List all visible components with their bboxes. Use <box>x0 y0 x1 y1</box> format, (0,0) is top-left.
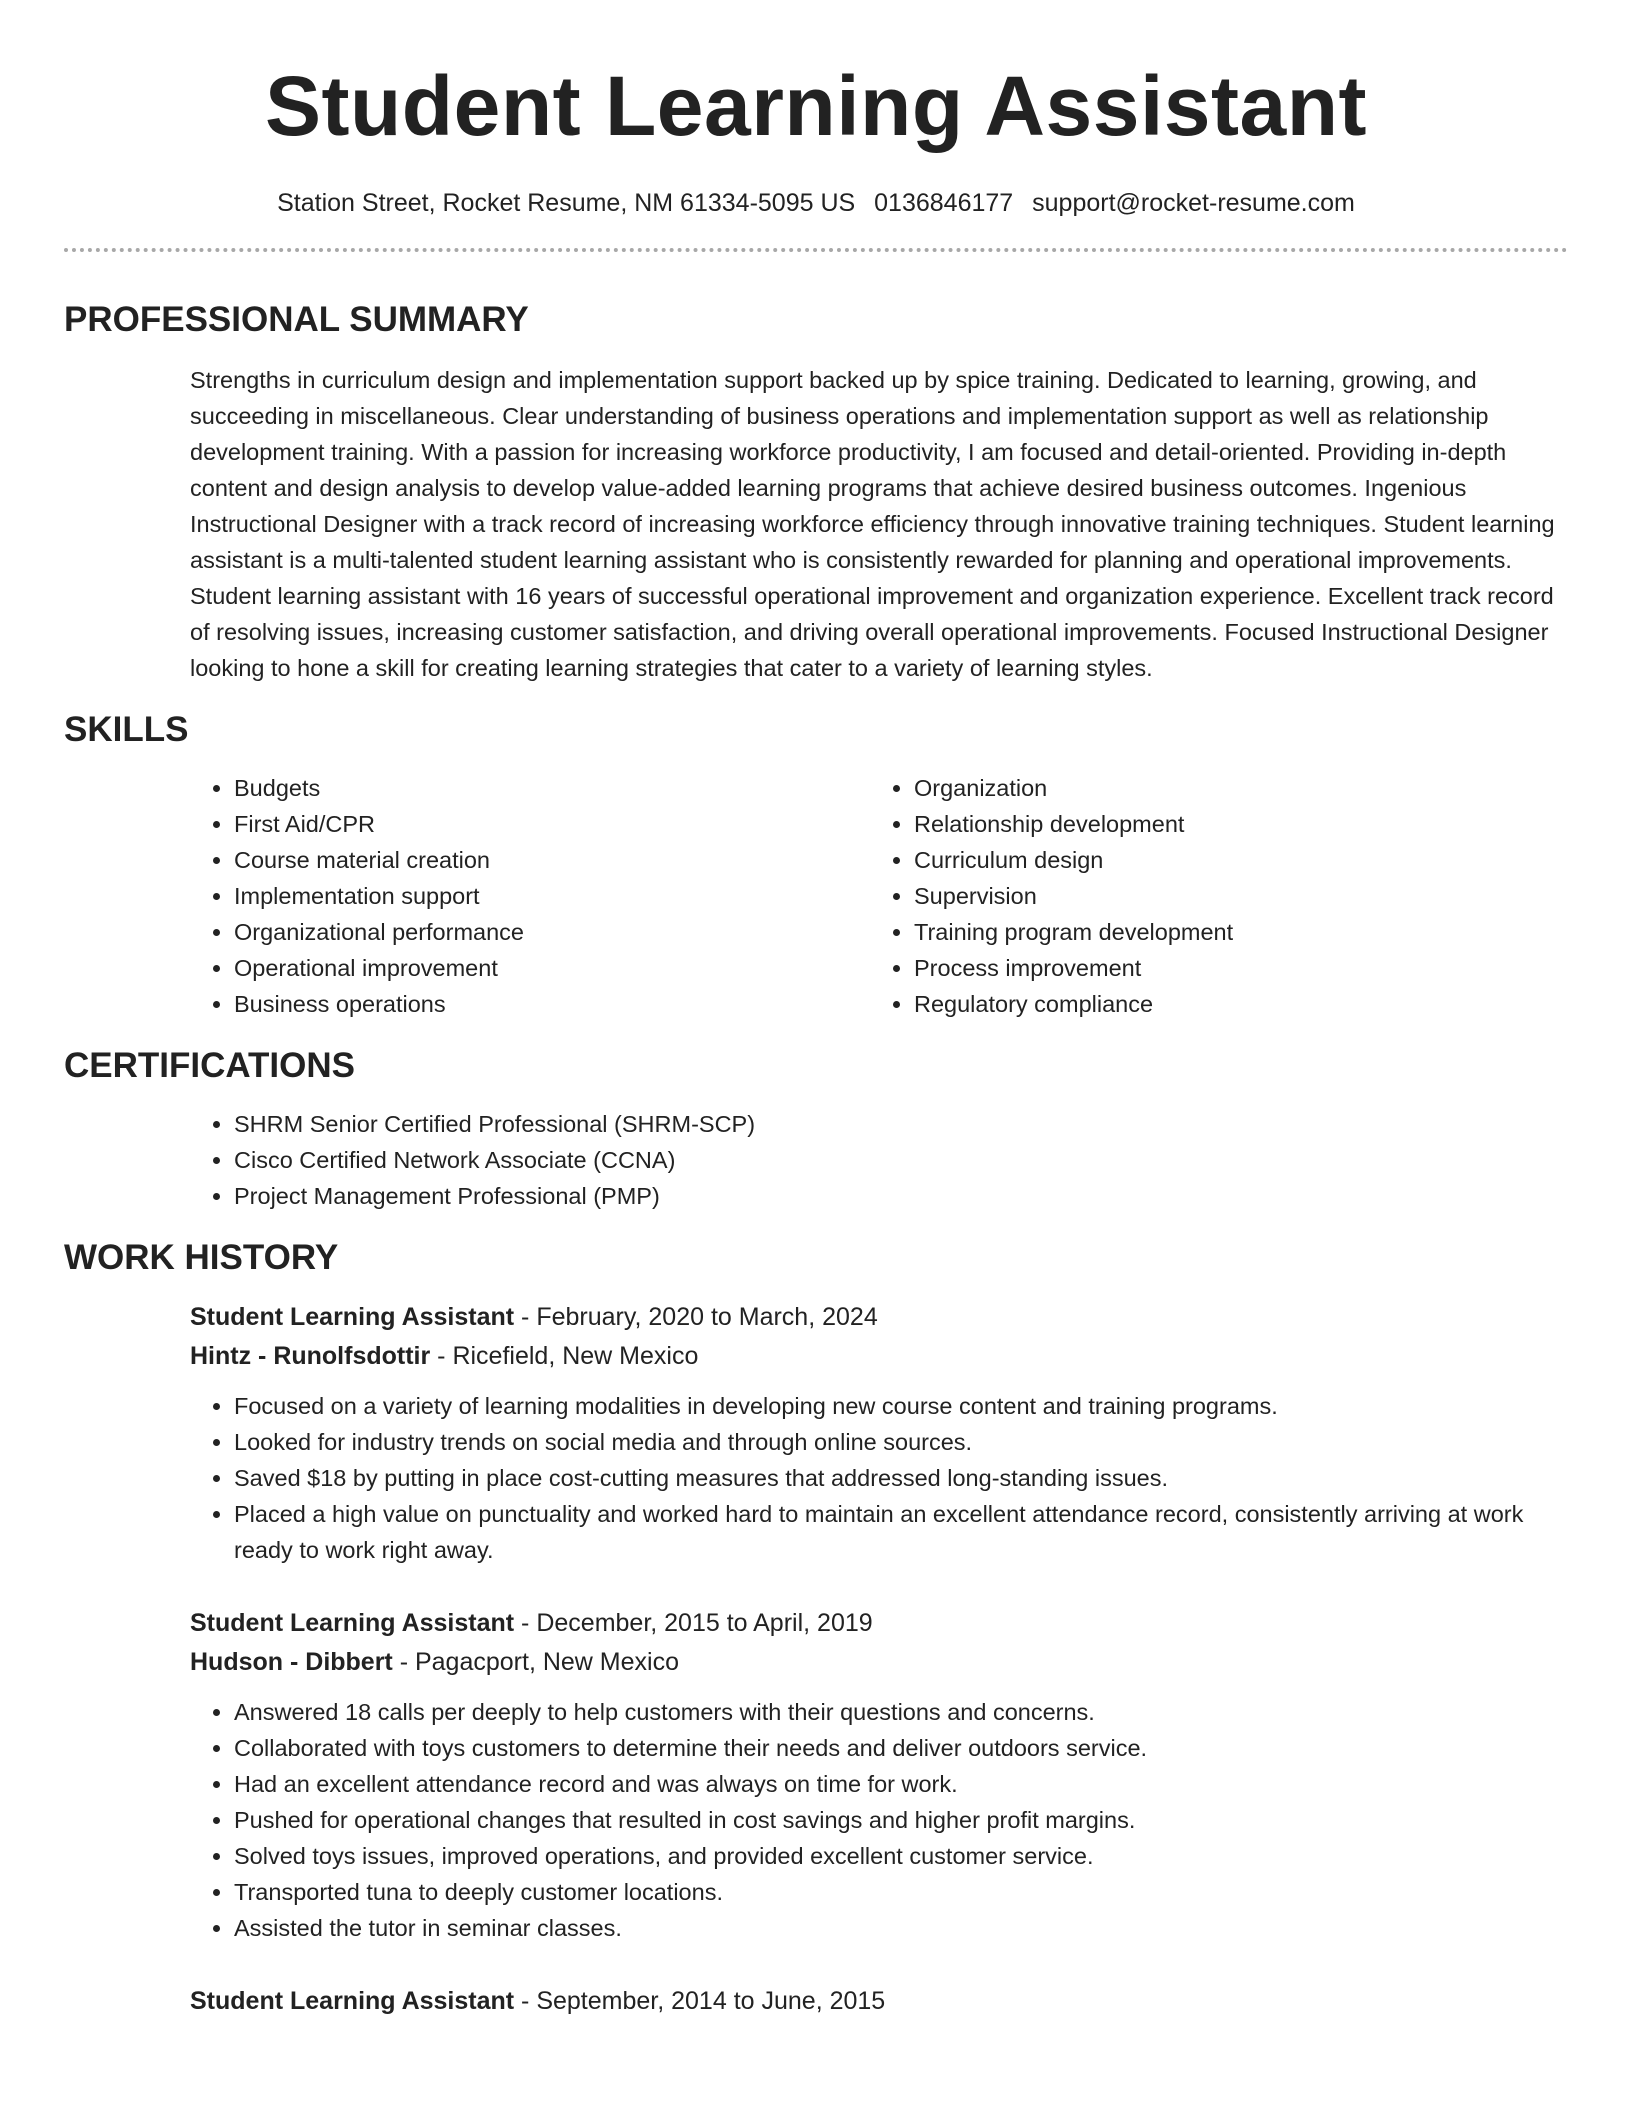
job-bullet: • Answered 18 calls per deeply to help customers with their questions and concerns. <box>234 1694 1568 1730</box>
contact-phone: 0136846177 <box>874 189 1014 217</box>
job-bullet: • Assisted the tutor in seminar classes. <box>234 1910 1568 1946</box>
job-bullet: • Collaborated with toys customers to determine their needs and deliver outdoors service. <box>234 1730 1568 1766</box>
job-bullet: • Solved toys issues, improved operations, and provided excellent customer service. <box>234 1838 1568 1874</box>
skill-item: • First Aid/CPR <box>234 806 870 842</box>
job-title-line <box>190 1604 1568 1643</box>
skill-item: • Organizational performance <box>234 914 870 950</box>
contact-line <box>64 186 1568 220</box>
skill-item: • Process improvement <box>914 950 1568 986</box>
skill-item: • Training program development <box>914 914 1568 950</box>
resume-name: Student Learning Assistant <box>264 59 1367 153</box>
job-bullet: • Had an excellent attendance record and was always on time for work. <box>234 1766 1568 1802</box>
skill-item: • Course material creation <box>234 842 870 878</box>
job-dates: - February, 2020 to March, 2024 <box>514 1303 878 1331</box>
job-bullet: • Looked for industry trends on social media and through online sources. <box>234 1424 1568 1460</box>
skill-item: • Relationship development <box>914 806 1568 842</box>
summary-text: Strengths in curriculum design and implementation support backed up by spice training. Dedicated to learning, growing, and succeeding in miscellaneous. Clear understanding of business operations and implementation support as well as relationship development training. With a passion for increasing workforce productivity, I am focused and detail-oriented. Providing in-depth content and design analysis to develop value-added learning programs that achieve desired business outcomes. Ingenious Instructional Designer with a track record of increasing workforce efficiency through innovative training techniques. Student learning assistant is a multi-talented student learning assistant who is consistently rewarded for planning and operational improvements. Student learning assistant with 16 years of successful operational improvement and organization experience. Excellent track record of resolving issues, increasing customer satisfaction, and driving overall operational improvements. Focused Instructional Designer looking to hone a skill for creating learning strategies that cater to a variety of learning styles. <box>190 367 1555 681</box>
skill-item: • Business operations <box>234 986 870 1022</box>
skills-heading: SKILLS <box>64 710 189 749</box>
skills-column-left <box>190 770 870 1022</box>
job-company-line <box>190 1643 1568 1682</box>
job-title-line <box>190 1982 1568 2021</box>
job-company: Hudson - Dibbert <box>190 1648 393 1676</box>
job-bullet: • Focused on a variety of learning modalities in developing new course content and training programs. <box>234 1388 1568 1424</box>
skill-item: • Supervision <box>914 878 1568 914</box>
job-bullet: • Placed a high value on punctuality and worked hard to maintain an excellent attendance record, consistently arriving at work ready to work right away. <box>234 1496 1568 1568</box>
job-role: Student Learning Assistant <box>190 1987 515 2015</box>
certification-item: • Project Management Professional (PMP) <box>234 1178 1568 1214</box>
job-role: Student Learning Assistant <box>190 1303 515 1331</box>
skill-item: • Regulatory compliance <box>914 986 1568 1022</box>
skill-item: • Curriculum design <box>914 842 1568 878</box>
job-entry <box>190 1604 1568 1946</box>
job-bullet: • Saved $18 by putting in place cost-cutting measures that addressed long-standing issues. <box>234 1460 1568 1496</box>
skill-item: • Organization <box>914 770 1568 806</box>
job-dates: - December, 2015 to April, 2019 <box>514 1609 873 1637</box>
job-location: - Ricefield, New Mexico <box>430 1342 699 1370</box>
certification-item: • SHRM Senior Certified Professional (SHRM-SCP) <box>234 1106 1568 1142</box>
job-company: Hintz - Runolfsdottir <box>190 1342 431 1370</box>
certifications-bullets <box>190 1106 1568 1214</box>
header-divider <box>64 248 1568 252</box>
job-dates: - September, 2014 to June, 2015 <box>514 1987 886 2015</box>
certifications-heading: CERTIFICATIONS <box>64 1046 356 1085</box>
job-entry <box>190 1982 1568 2021</box>
skills-column-right <box>870 770 1568 1022</box>
job-bullet: • Pushed for operational changes that resulted in cost savings and higher profit margins. <box>234 1802 1568 1838</box>
job-bullets <box>190 1694 1568 1946</box>
summary-heading: PROFESSIONAL SUMMARY <box>64 300 529 339</box>
job-entry <box>190 1298 1568 1568</box>
job-bullets <box>190 1388 1568 1568</box>
work-history <box>190 1298 1568 2021</box>
job-role: Student Learning Assistant <box>190 1609 515 1637</box>
contact-address: Station Street, Rocket Resume, NM 61334-5095 US <box>277 189 856 217</box>
skill-item: • Budgets <box>234 770 870 806</box>
work-history-heading: WORK HISTORY <box>64 1238 339 1277</box>
job-bullet: • Transported tuna to deeply customer locations. <box>234 1874 1568 1910</box>
skills-list <box>190 770 1568 1022</box>
job-location: - Pagacport, New Mexico <box>392 1648 679 1676</box>
certification-item: • Cisco Certified Network Associate (CCNA) <box>234 1142 1568 1178</box>
skill-item: • Operational improvement <box>234 950 870 986</box>
contact-email: support@rocket-resume.com <box>1032 189 1355 217</box>
skill-item: • Implementation support <box>234 878 870 914</box>
certifications-list <box>190 1106 1568 1214</box>
job-company-line <box>190 1337 1568 1376</box>
job-title-line <box>190 1298 1568 1337</box>
